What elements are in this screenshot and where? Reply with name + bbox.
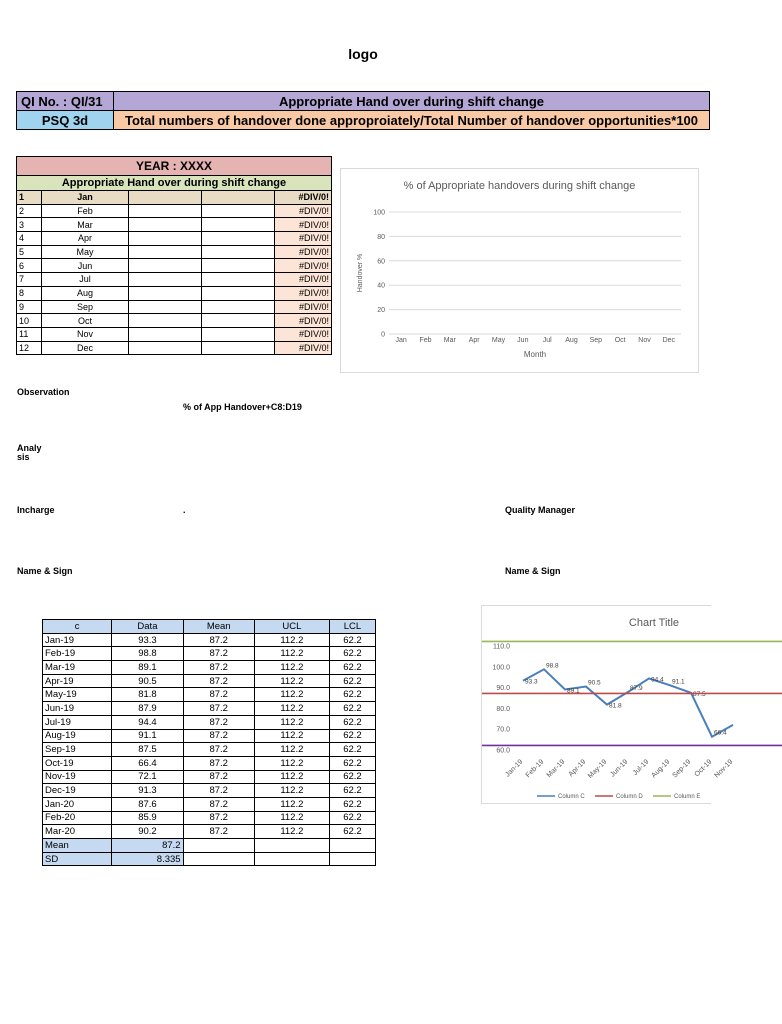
legend-entry: Column D [616, 794, 643, 800]
row-lcl: 62.2 [329, 688, 375, 702]
data-label: 66.4 [714, 729, 727, 737]
data-label: 93.3 [525, 678, 538, 686]
y-tick-label: 0 [381, 331, 385, 339]
row-mean: 87.2 [183, 674, 254, 688]
row-numerator [129, 204, 202, 218]
row-ucl: 112.2 [254, 770, 329, 784]
row-lcl: 62.2 [329, 756, 375, 770]
row-month: Apr [42, 232, 129, 246]
row-lcl: 62.2 [329, 633, 375, 647]
row-date: Feb-19 [43, 647, 112, 661]
x-tick-label: Jan [395, 337, 407, 344]
table-row [43, 661, 376, 675]
x-tick-label: Oct [614, 337, 626, 344]
row-percent: #DIV/0! [275, 204, 332, 218]
row-month: Dec [42, 341, 129, 355]
data-label: 94.4 [651, 676, 664, 684]
column-header: LCL [329, 620, 375, 634]
name-sign-left: Name & Sign [17, 566, 73, 576]
row-number: 10 [17, 314, 42, 328]
row-data: 87.6 [112, 797, 183, 811]
indicator-formula: Total numbers of handover done approproiately/Total Number of handover opportunities*100 [114, 111, 710, 130]
x-tick-label: Nov-19 [713, 758, 735, 780]
row-mean: 87.2 [183, 825, 254, 839]
row-ucl: 112.2 [254, 797, 329, 811]
y-tick-label: 100 [373, 209, 385, 217]
row-numerator [129, 314, 202, 328]
handover-chart [340, 168, 699, 373]
row-mean: 87.2 [183, 702, 254, 716]
column-header: c [43, 620, 112, 634]
row-percent: #DIV/0! [275, 259, 332, 273]
y-tick-label: 20 [377, 307, 385, 315]
row-ucl: 112.2 [254, 661, 329, 675]
row-ucl: 112.2 [254, 743, 329, 757]
handover-chart-svg [341, 169, 698, 372]
x-tick-label: Jun [517, 337, 529, 344]
row-denominator [202, 191, 275, 205]
row-mean: 87.2 [183, 756, 254, 770]
row-ucl: 112.2 [254, 702, 329, 716]
row-percent: #DIV/0! [275, 300, 332, 314]
x-tick-label: Sep-19 [671, 758, 693, 780]
year-table-row [17, 314, 332, 328]
row-date: Oct-19 [43, 756, 112, 770]
row-lcl: 62.2 [329, 661, 375, 675]
x-tick-label: Apr [468, 337, 480, 344]
row-month: Jun [42, 259, 129, 273]
row-data: 81.8 [112, 688, 183, 702]
row-lcl: 62.2 [329, 729, 375, 743]
legend-entry: Column E [674, 794, 701, 800]
row-denominator [202, 204, 275, 218]
row-ucl: 112.2 [254, 825, 329, 839]
row-denominator [202, 232, 275, 246]
row-number: 8 [17, 286, 42, 300]
row-lcl: 62.2 [329, 825, 375, 839]
y-tick-label: 80.0 [496, 705, 510, 713]
row-percent: #DIV/0! [275, 191, 332, 205]
y-tick-label: 70.0 [496, 726, 510, 734]
control-chart [481, 605, 735, 804]
year-table-row [17, 218, 332, 232]
row-ucl: 112.2 [254, 715, 329, 729]
row-data: 89.1 [112, 661, 183, 675]
row-number: 4 [17, 232, 42, 246]
column-header: UCL [254, 620, 329, 634]
mean-value: 87.2 [112, 839, 183, 853]
row-lcl: 62.2 [329, 702, 375, 716]
row-numerator [129, 218, 202, 232]
row-month: Feb [42, 204, 129, 218]
x-axis-label: Month [523, 350, 547, 359]
row-data: 90.2 [112, 825, 183, 839]
row-numerator [129, 327, 202, 341]
table-row [43, 674, 376, 688]
incharge-label: Incharge [17, 505, 55, 515]
formula-note: % of App Handover+C8:D19 [183, 402, 302, 412]
row-lcl: 62.2 [329, 797, 375, 811]
row-numerator [129, 341, 202, 355]
x-tick-label: Mar [443, 337, 456, 344]
row-month: Jan [42, 191, 129, 205]
row-data: 94.4 [112, 715, 183, 729]
row-date: Sep-19 [43, 743, 112, 757]
table-row [43, 729, 376, 743]
table-row [43, 647, 376, 661]
analysis-label-line2: sis [17, 452, 30, 462]
psq-code: PSQ 3d [17, 111, 114, 130]
row-data: 91.1 [112, 729, 183, 743]
table-row [43, 825, 376, 839]
year-table-row [17, 232, 332, 246]
row-date: Feb-20 [43, 811, 112, 825]
row-data: 87.9 [112, 702, 183, 716]
year-table [16, 156, 332, 355]
row-ucl: 112.2 [254, 811, 329, 825]
y-tick-label: 80 [377, 233, 385, 241]
year-table-row [17, 286, 332, 300]
row-number: 2 [17, 204, 42, 218]
row-numerator [129, 300, 202, 314]
x-tick-label: Jun-19 [609, 758, 630, 779]
row-numerator [129, 286, 202, 300]
y-tick-label: 110.0 [493, 643, 510, 651]
row-lcl: 62.2 [329, 811, 375, 825]
table-row [43, 797, 376, 811]
table-row [43, 811, 376, 825]
row-date: Aug-19 [43, 729, 112, 743]
row-denominator [202, 300, 275, 314]
header-table [16, 91, 710, 130]
y-tick-label: 60 [377, 258, 385, 266]
data-label: 81.8 [609, 702, 622, 710]
row-denominator [202, 341, 275, 355]
row-data: 85.9 [112, 811, 183, 825]
series-line [523, 669, 733, 736]
x-tick-label: Feb-19 [524, 758, 546, 780]
row-number: 6 [17, 259, 42, 273]
legend-entry: Column C [558, 794, 585, 800]
row-date: Nov-19 [43, 770, 112, 784]
x-tick-label: Aug-19 [650, 758, 672, 780]
x-tick-label: Feb [419, 337, 432, 344]
row-data: 66.4 [112, 756, 183, 770]
row-number: 5 [17, 245, 42, 259]
row-month: Oct [42, 314, 129, 328]
column-header: Data [112, 620, 183, 634]
row-percent: #DIV/0! [275, 218, 332, 232]
row-numerator [129, 273, 202, 287]
row-month: Nov [42, 327, 129, 341]
row-mean: 87.2 [183, 784, 254, 798]
row-lcl: 62.2 [329, 743, 375, 757]
row-number: 1 [17, 191, 42, 205]
sd-label: SD [43, 852, 112, 866]
quality-manager-label: Quality Manager [505, 505, 576, 515]
data-label: 87.9 [630, 684, 643, 692]
chart-title: % of Appropriate handovers during shift change [403, 180, 636, 192]
row-date: Jul-19 [43, 715, 112, 729]
analysis-label-line1: Analy [17, 443, 42, 453]
sd-value: 8.335 [112, 852, 183, 866]
y-tick-label: 40 [377, 282, 385, 290]
year-table-row [17, 341, 332, 355]
row-lcl: 62.2 [329, 770, 375, 784]
x-tick-label: Dec [662, 337, 676, 344]
row-mean: 87.2 [183, 729, 254, 743]
row-date: Mar-19 [43, 661, 112, 675]
row-denominator [202, 286, 275, 300]
x-tick-label: May [491, 337, 506, 344]
row-denominator [202, 327, 275, 341]
row-date: Dec-19 [43, 784, 112, 798]
year-table-row [17, 245, 332, 259]
row-ucl: 112.2 [254, 647, 329, 661]
table-row [43, 770, 376, 784]
row-lcl: 62.2 [329, 784, 375, 798]
row-numerator [129, 191, 202, 205]
x-tick-label: Jan-19 [504, 758, 525, 779]
row-number: 9 [17, 300, 42, 314]
row-mean: 87.2 [183, 797, 254, 811]
row-percent: #DIV/0! [275, 341, 332, 355]
row-month: Mar [42, 218, 129, 232]
x-tick-label: Sep [589, 337, 603, 344]
row-date: Apr-19 [43, 674, 112, 688]
row-number: 12 [17, 341, 42, 355]
row-numerator [129, 232, 202, 246]
row-denominator [202, 245, 275, 259]
row-number: 11 [17, 327, 42, 341]
chart-title: Chart Title [628, 617, 680, 629]
row-percent: #DIV/0! [275, 273, 332, 287]
y-tick-label: 100.0 [492, 664, 510, 672]
row-data: 87.5 [112, 743, 183, 757]
year-table-row [17, 259, 332, 273]
year-table-row [17, 300, 332, 314]
row-date: Jan-19 [43, 633, 112, 647]
row-number: 7 [17, 273, 42, 287]
x-tick-label: Jul-19 [631, 758, 651, 777]
row-data: 90.5 [112, 674, 183, 688]
row-date: Jan-20 [43, 797, 112, 811]
row-denominator [202, 314, 275, 328]
row-mean: 87.2 [183, 715, 254, 729]
row-ucl: 112.2 [254, 756, 329, 770]
table-row [43, 784, 376, 798]
row-percent: #DIV/0! [275, 327, 332, 341]
row-date: Jun-19 [43, 702, 112, 716]
row-percent: #DIV/0! [275, 245, 332, 259]
row-denominator [202, 273, 275, 287]
table-row [43, 688, 376, 702]
row-mean: 87.2 [183, 647, 254, 661]
row-ucl: 112.2 [254, 674, 329, 688]
row-lcl: 62.2 [329, 647, 375, 661]
name-sign-right: Name & Sign [505, 566, 561, 576]
indicator-title: Appropriate Hand over during shift change [114, 92, 710, 111]
row-ucl: 112.2 [254, 784, 329, 798]
incharge-dot: . [183, 505, 186, 515]
x-tick-label: Apr-19 [567, 758, 588, 779]
y-axis-label: Handover % [357, 253, 364, 293]
table-row [43, 633, 376, 647]
table-row [43, 715, 376, 729]
y-tick-label: 60.0 [496, 747, 510, 755]
row-mean: 87.2 [183, 633, 254, 647]
table-row [43, 756, 376, 770]
row-numerator [129, 259, 202, 273]
row-ucl: 112.2 [254, 688, 329, 702]
row-data: 93.3 [112, 633, 183, 647]
row-month: Jul [42, 273, 129, 287]
qi-number: QI No. : QI/31 [17, 92, 114, 111]
x-tick-label: Oct-19 [693, 758, 714, 779]
row-lcl: 62.2 [329, 715, 375, 729]
x-tick-label: Aug [565, 337, 578, 344]
logo-text: logo [348, 46, 378, 62]
row-denominator [202, 259, 275, 273]
row-lcl: 62.2 [329, 674, 375, 688]
row-percent: #DIV/0! [275, 232, 332, 246]
row-month: May [42, 245, 129, 259]
row-mean: 87.2 [183, 661, 254, 675]
data-label: 90.5 [588, 679, 601, 687]
row-data: 72.1 [112, 770, 183, 784]
row-data: 91.3 [112, 784, 183, 798]
control-chart-svg [482, 606, 782, 803]
table-row [43, 743, 376, 757]
data-label: 98.8 [546, 662, 559, 670]
row-date: Mar-20 [43, 825, 112, 839]
row-data: 98.8 [112, 647, 183, 661]
table-row [43, 702, 376, 716]
x-tick-label: Mar-19 [545, 758, 567, 780]
row-mean: 87.2 [183, 688, 254, 702]
row-mean: 87.2 [183, 811, 254, 825]
row-mean: 87.2 [183, 743, 254, 757]
row-number: 3 [17, 218, 42, 232]
year-table-subtitle: Appropriate Hand over during shift change [17, 176, 332, 191]
row-date: May-19 [43, 688, 112, 702]
row-numerator [129, 245, 202, 259]
year-table-row [17, 327, 332, 341]
analysis-label [17, 444, 42, 462]
row-ucl: 112.2 [254, 633, 329, 647]
row-denominator [202, 218, 275, 232]
row-month: Sep [42, 300, 129, 314]
year-table-row [17, 191, 332, 205]
x-tick-label: Nov [638, 337, 651, 344]
year-label: YEAR : XXXX [17, 157, 332, 176]
control-data-table [42, 619, 376, 866]
data-label: 89.1 [567, 687, 580, 695]
mean-label: Mean [43, 839, 112, 853]
column-header: Mean [183, 620, 254, 634]
row-mean: 87.2 [183, 770, 254, 784]
x-tick-label: Jul [542, 337, 552, 344]
observation-label: Observation [17, 387, 70, 397]
row-percent: #DIV/0! [275, 286, 332, 300]
y-tick-label: 90.0 [496, 685, 510, 693]
row-month: Aug [42, 286, 129, 300]
x-tick-label: May-19 [586, 758, 609, 780]
year-table-row [17, 273, 332, 287]
data-label: 87.5 [693, 690, 706, 698]
year-table-row [17, 204, 332, 218]
data-label: 91.1 [672, 678, 685, 686]
row-ucl: 112.2 [254, 729, 329, 743]
row-percent: #DIV/0! [275, 314, 332, 328]
